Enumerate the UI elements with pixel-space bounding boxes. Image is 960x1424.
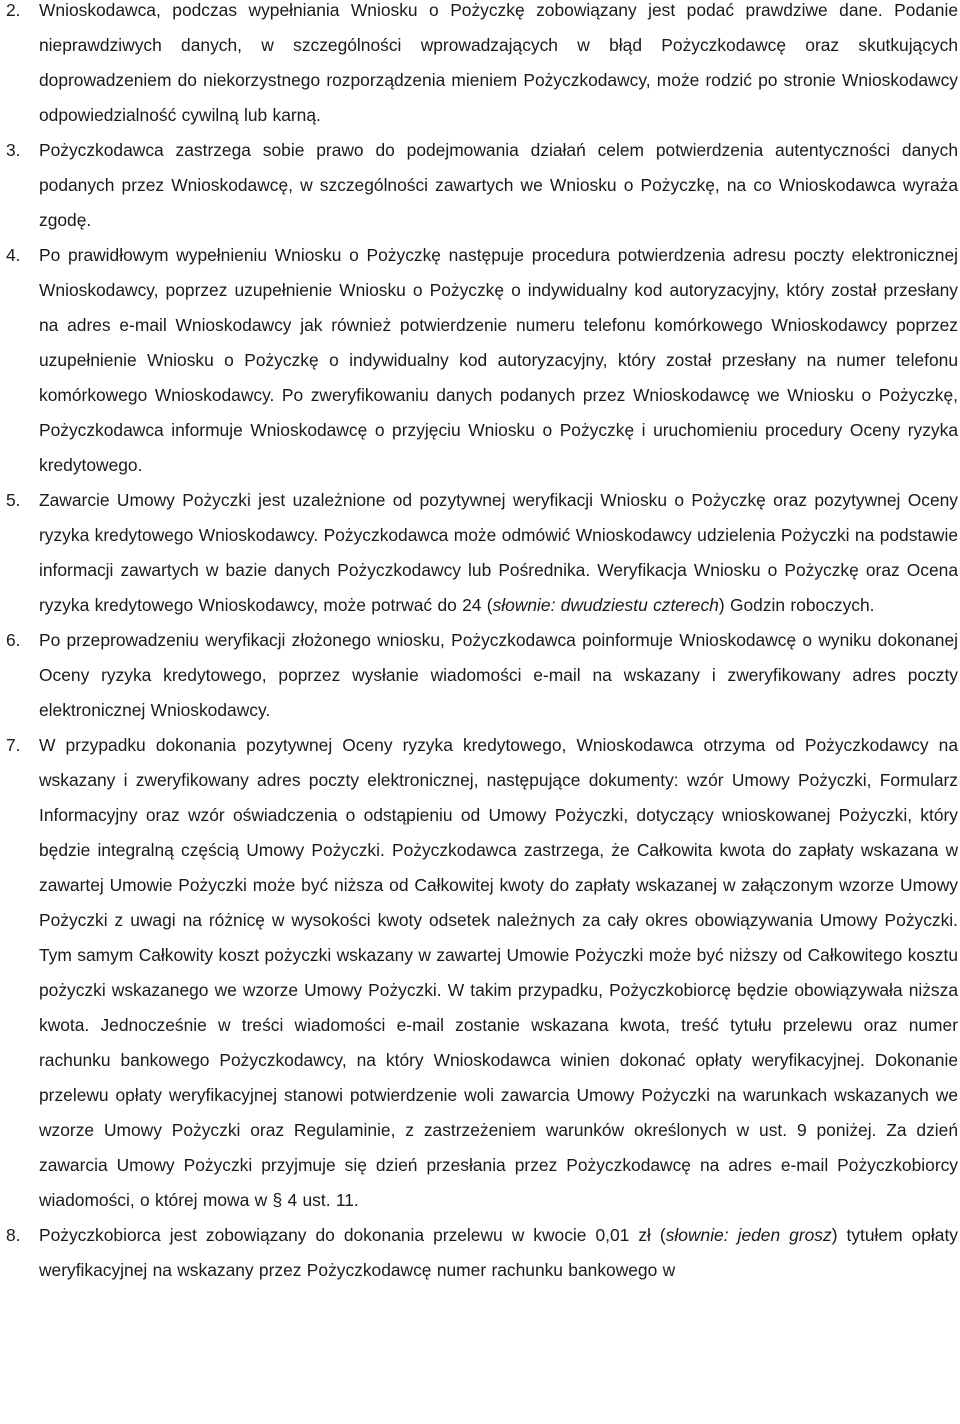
item-number: 8. — [6, 1225, 21, 1245]
list-item-5 — [6, 483, 958, 623]
item-text: Pożyczkodawca zastrzega sobie prawo do podejmowania działań celem potwierdzenia autentyczności danych podanych przez Wnioskodawcę, w szczególności zawartych we Wniosku o Pożyczkę, na co Wnioskodawca wyraża zgodę. — [39, 140, 958, 230]
item-number: 3. — [6, 140, 21, 160]
list-item-8 — [6, 1218, 958, 1288]
item-text-part: Pożyczkobiorca jest zobowiązany do dokonania przelewu w kwocie 0,01 zł ( — [39, 1225, 666, 1245]
item-text-part: ) Godzin roboczych. — [718, 595, 875, 615]
item-number: 5. — [6, 490, 21, 510]
item-number: 6. — [6, 630, 21, 650]
list-item-6 — [6, 623, 958, 728]
item-text: W przypadku dokonania pozytywnej Oceny ryzyka kredytowego, Wnioskodawca otrzyma od Pożyczkodawcy na wskazany i zweryfikowany adres poczty elektronicznej, następujące dokumenty: wzór Umowy Pożyczki, Formularz Informacyjny oraz wzór oświadczenia o odstąpieniu od Umowy Pożyczki, dotyczący wnioskowanej Pożyczki, który będzie integralną częścią Umowy Pożyczki. Pożyczkodawca zastrzega, że Całkowita kwota do zapłaty wskazana w zawartej Umowie Pożyczki może być niższa od Całkowitej kwoty do zapłaty wskazanej w załączonym wzorze Umowy Pożyczki z uwagi na różnicę w wysokości kwoty odsetek należnych za cały okres obowiązywania Umowy Pożyczki. Tym samym Całkowity koszt pożyczki wskazany w zawartej Umowie Pożyczki może być niższy od Całkowitego kosztu pożyczki wskazanego we wzorze Umowy Pożyczki. W takim przypadku, Pożyczkobiorcę będzie obowiązywała niższa kwota. Jednocześnie w treści wiadomości e-mail zostanie wskazana kwota, treść tytułu przelewu oraz numer rachunku bankowego Pożyczkodawcy, na który Wnioskodawca winien dokonać opłaty weryfikacyjnej. Dokonanie przelewu opłaty weryfikacyjnej stanowi potwierdzenie woli zawarcia Umowy Pożyczki na warunkach wskazanych we wzorze Umowy Pożyczki oraz Regulaminie, z zastrzeżeniem warunków określonych w ust. 9 poniżej. Za dzień zawarcia Umowy Pożyczki przyjmuje się dzień przesłania przez Pożyczkodawcę na adres e-mail Pożyczkobiorcy wiadomości, o której mowa w § 4 ust. 11. — [39, 735, 958, 1210]
item-number: 7. — [6, 735, 21, 755]
list-item-3 — [6, 133, 958, 238]
item-text: Po przeprowadzeniu weryfikacji złożonego wniosku, Pożyczkodawca poinformuje Wnioskodawcę o wyniku dokonanej Oceny ryzyka kredytowego, poprzez wysłanie wiadomości e-mail na wskazany i zweryfikowany adres poczty elektronicznej Wnioskodawcy. — [39, 630, 958, 720]
item-text-italic: słownie: dwudziestu czterech — [492, 595, 719, 615]
item-text: Wnioskodawca, podczas wypełniania Wniosku o Pożyczkę zobowiązany jest podać prawdziwe dane. Podanie nieprawdziwych danych, w szczególności wprowadzających w błąd Pożyczkodawcę oraz skutkujących doprowadzeniem do niekorzystnego rozporządzenia mieniem Pożyczkodawcy, może rodzić po stronie Wnioskodawcy odpowiedzialność cywilną lub karną. — [39, 0, 958, 125]
item-text-part: ) tytułem opłaty weryfikacyjnej na wskazany przez Pożyczkodawcę numer rachunku bankowego w — [39, 1225, 958, 1280]
item-number: 4. — [6, 245, 21, 265]
item-text-italic: słownie: jeden grosz — [665, 1225, 832, 1245]
list-item-7 — [6, 728, 958, 1218]
item-text-part: Zawarcie Umowy Pożyczki jest uzależnione od pozytywnej weryfikacji Wniosku o Pożyczkę oraz pozytywnej Oceny ryzyka kredytowego Wnioskodawcy. Pożyczkodawca może odmówić Wnioskodawcy udzielenia Pożyczki na podstawie informacji zawartych w bazie danych Pożyczkodawcy lub Pośrednika. Weryfikacja Wniosku o Pożyczkę oraz Ocena ryzyka kredytowego Wnioskodawcy, może potrwać do 24 ( — [39, 490, 958, 615]
list-item-2 — [6, 0, 958, 133]
item-text — [39, 1218, 958, 1288]
item-text: Po prawidłowym wypełnieniu Wniosku o Pożyczkę następuje procedura potwierdzenia adresu poczty elektronicznej Wnioskodawcy, poprzez uzupełnienie Wniosku o Pożyczkę o indywidualny kod autoryzacyjny, który został przesłany na adres e-mail Wnioskodawcy jak również potwierdzenie numeru telefonu komórkowego Wnioskodawcy poprzez uzupełnienie Wniosku o Pożyczkę o indywidualny kod autoryzacyjny, który został przesłany na numer telefonu komórkowego Wnioskodawcy. Po zweryfikowaniu danych podanych przez Wnioskodawcę we Wniosku o Pożyczkę, Pożyczkodawca informuje Wnioskodawcę o przyjęciu Wniosku o Pożyczkę i uruchomieniu procedury Oceny ryzyka kredytowego. — [39, 245, 958, 475]
list-item-4 — [6, 238, 958, 483]
item-number: 2. — [6, 0, 21, 20]
item-text — [39, 483, 958, 623]
